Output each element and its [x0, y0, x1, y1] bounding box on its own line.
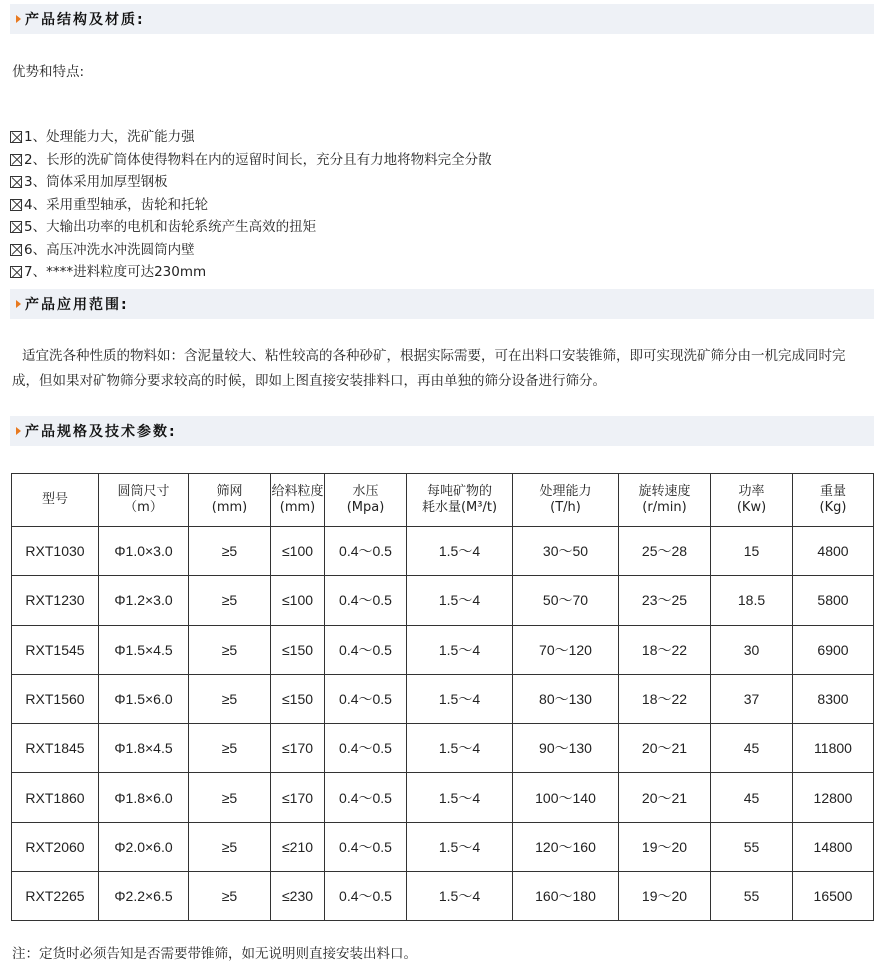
table-cell: 4800: [793, 527, 874, 576]
column-header: 圆筒尺寸 （m）: [99, 474, 189, 527]
column-header: 筛网 (mm): [189, 474, 271, 527]
table-cell: RXT1545: [12, 625, 99, 674]
table-cell: 100～140: [513, 773, 619, 822]
table-cell: ≥5: [189, 872, 271, 921]
list-item: 6、高压冲洗水冲洗圆筒内壁: [10, 239, 492, 262]
table-cell: ≤170: [271, 773, 325, 822]
table-cell: Φ2.2×6.5: [99, 872, 189, 921]
table-cell: 1.5～4: [407, 724, 513, 773]
table-cell: ≤150: [271, 625, 325, 674]
table-cell: 45: [711, 724, 793, 773]
advantages-list: [10, 126, 492, 284]
list-item: 2、长形的洗矿筒体使得物料在内的逗留时间长，充分且有力地将物料完全分散: [10, 149, 492, 172]
table-cell: ≤150: [271, 674, 325, 723]
table-cell: ≤100: [271, 527, 325, 576]
order-note: 注：定货时必须告知是否需要带锥筛，如无说明则直接安装出料口。: [12, 946, 417, 962]
table-row: [12, 625, 874, 674]
table-cell: Φ2.0×6.0: [99, 822, 189, 871]
list-item: 5、大输出功率的电机和齿轮系统产生高效的扭矩: [10, 216, 492, 239]
spec-table: [11, 473, 874, 921]
table-cell: 18～22: [619, 625, 711, 674]
column-header: 旋转速度 (r/min): [619, 474, 711, 527]
table-cell: 1.5～4: [407, 822, 513, 871]
section-header-application: [10, 289, 874, 319]
table-cell: 55: [711, 822, 793, 871]
column-header: 每吨矿物的 耗水量(M³/t): [407, 474, 513, 527]
table-cell: 25～28: [619, 527, 711, 576]
table-cell: 1.5～4: [407, 576, 513, 625]
checkbox-x-icon: [10, 199, 22, 211]
table-cell: ≥5: [189, 674, 271, 723]
checkbox-x-icon: [10, 176, 22, 188]
table-cell: 12800: [793, 773, 874, 822]
column-header: 重量 (Kg): [793, 474, 874, 527]
table-row: [12, 724, 874, 773]
table-cell: RXT1845: [12, 724, 99, 773]
table-cell: 120～160: [513, 822, 619, 871]
table-cell: 19～20: [619, 822, 711, 871]
advantages-heading: 优势和特点:: [12, 64, 85, 80]
table-cell: RXT2265: [12, 872, 99, 921]
table-header-row: [12, 474, 874, 527]
table-row: [12, 872, 874, 921]
table-cell: Φ1.8×4.5: [99, 724, 189, 773]
table-cell: 0.4～0.5: [325, 527, 407, 576]
checkbox-x-icon: [10, 131, 22, 143]
table-cell: 0.4～0.5: [325, 773, 407, 822]
table-cell: ≤170: [271, 724, 325, 773]
table-body: [12, 527, 874, 921]
section-header-specs: [10, 416, 874, 446]
table-row: [12, 576, 874, 625]
table-cell: 80～130: [513, 674, 619, 723]
table-cell: 0.4～0.5: [325, 625, 407, 674]
table-cell: 19～20: [619, 872, 711, 921]
table-row: [12, 773, 874, 822]
table-cell: 11800: [793, 724, 874, 773]
checkbox-x-icon: [10, 221, 22, 233]
table-cell: 8300: [793, 674, 874, 723]
column-header: 型号: [12, 474, 99, 527]
section-title: 产品结构及材质:: [25, 12, 145, 28]
table-cell: 6900: [793, 625, 874, 674]
table-cell: 1.5～4: [407, 872, 513, 921]
table-cell: 1.5～4: [407, 527, 513, 576]
table-cell: RXT1030: [12, 527, 99, 576]
table-cell: 37: [711, 674, 793, 723]
table-cell: ≤230: [271, 872, 325, 921]
table-cell: RXT1230: [12, 576, 99, 625]
application-text: 适宜洗各种性质的物料如：含泥量较大、粘性较高的各种砂矿，根据实际需要，可在出料口安装锥筛，即可实现洗矿筛分由一机完成同时完成，但如果对矿物筛分要求较高的时候，即如上图直接安装排料口，再由单独的筛分设备进行筛分。: [12, 348, 846, 389]
column-header: 给料粒度 (mm): [271, 474, 325, 527]
table-cell: 0.4～0.5: [325, 822, 407, 871]
table-cell: 18.5: [711, 576, 793, 625]
table-cell: 0.4～0.5: [325, 576, 407, 625]
checkbox-x-icon: [10, 244, 22, 256]
table-cell: Φ1.2×3.0: [99, 576, 189, 625]
list-item: 7、****进料粒度可达230mm: [10, 261, 492, 284]
table-cell: 20～21: [619, 724, 711, 773]
table-cell: 18～22: [619, 674, 711, 723]
table-cell: 55: [711, 872, 793, 921]
table-cell: 14800: [793, 822, 874, 871]
table-cell: Φ1.5×6.0: [99, 674, 189, 723]
table-cell: ≥5: [189, 576, 271, 625]
list-item: 3、筒体采用加厚型钢板: [10, 171, 492, 194]
table-cell: Φ1.5×4.5: [99, 625, 189, 674]
table-cell: RXT1560: [12, 674, 99, 723]
table-cell: 5800: [793, 576, 874, 625]
table-cell: ≥5: [189, 822, 271, 871]
table-cell: 160～180: [513, 872, 619, 921]
table-cell: 16500: [793, 872, 874, 921]
table-cell: 1.5～4: [407, 674, 513, 723]
table-cell: 15: [711, 527, 793, 576]
table-cell: 1.5～4: [407, 625, 513, 674]
checkbox-x-icon: [10, 154, 22, 166]
table-cell: 0.4～0.5: [325, 674, 407, 723]
table-cell: 70～120: [513, 625, 619, 674]
table-cell: 0.4～0.5: [325, 872, 407, 921]
column-header: 水压 (Mpa): [325, 474, 407, 527]
table-cell: 20～21: [619, 773, 711, 822]
section-header-structure: [10, 4, 874, 34]
table-cell: Φ1.0×3.0: [99, 527, 189, 576]
list-item: 4、采用重型轴承，齿轮和托轮: [10, 194, 492, 217]
section-title: 产品规格及技术参数:: [25, 424, 177, 440]
table-row: [12, 822, 874, 871]
table-cell: 45: [711, 773, 793, 822]
table-row: [12, 674, 874, 723]
table-cell: ≤100: [271, 576, 325, 625]
table-cell: ≥5: [189, 773, 271, 822]
section-title: 产品应用范围:: [25, 297, 129, 313]
table-cell: 0.4～0.5: [325, 724, 407, 773]
orange-arrow-icon: [16, 300, 21, 308]
table-cell: 50～70: [513, 576, 619, 625]
orange-arrow-icon: [16, 15, 21, 23]
table-cell: RXT1860: [12, 773, 99, 822]
table-row: [12, 527, 874, 576]
table-cell: 23～25: [619, 576, 711, 625]
table-cell: ≤210: [271, 822, 325, 871]
table-cell: ≥5: [189, 527, 271, 576]
table-cell: Φ1.8×6.0: [99, 773, 189, 822]
table-cell: ≥5: [189, 625, 271, 674]
orange-arrow-icon: [16, 427, 21, 435]
list-item: 1、处理能力大，洗矿能力强: [10, 126, 492, 149]
table-cell: 30: [711, 625, 793, 674]
column-header: 处理能力 (T/h): [513, 474, 619, 527]
table-cell: ≥5: [189, 724, 271, 773]
table-cell: 90～130: [513, 724, 619, 773]
table-cell: 1.5～4: [407, 773, 513, 822]
table-cell: RXT2060: [12, 822, 99, 871]
checkbox-x-icon: [10, 266, 22, 278]
column-header: 功率 (Kw): [711, 474, 793, 527]
table-cell: 30～50: [513, 527, 619, 576]
